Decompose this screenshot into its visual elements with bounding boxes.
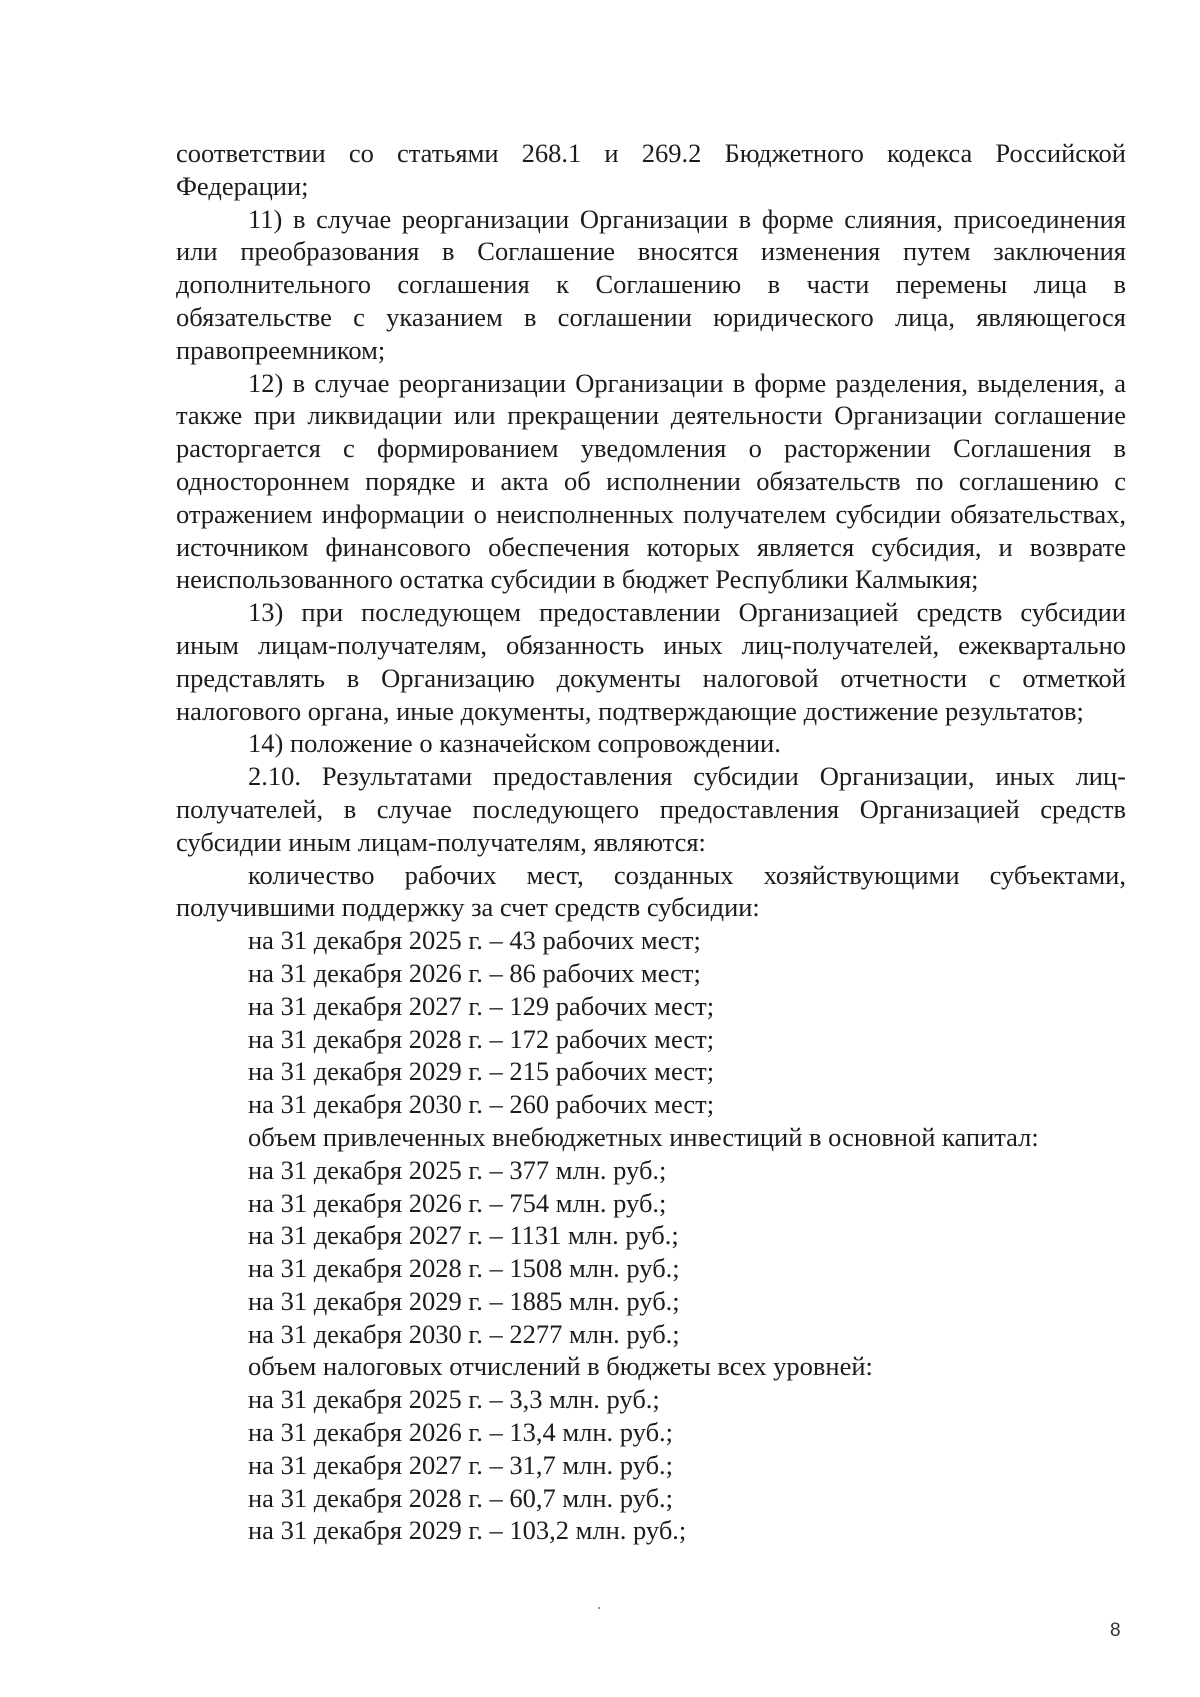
investments-line-2025: на 31 декабря 2025 г. – 377 млн. руб.; (248, 1154, 667, 1185)
investments-line-2028: на 31 декабря 2028 г. – 1508 млн. руб.; (248, 1253, 680, 1284)
investments-line-2030: на 31 декабря 2030 г. – 2277 млн. руб.; (248, 1318, 680, 1349)
paragraph-continuation: соответствии со статьями 268.1 и 269.2 Бюджетного кодекса Российской Федерации; (176, 138, 1126, 201)
taxes-line-2026: на 31 декабря 2026 г. – 13,4 млн. руб.; (248, 1417, 674, 1448)
paragraph-item-14: 14) положение о казначейском сопровождении. (248, 728, 781, 759)
paragraph-item-13: 13) при последующем предоставлении Организацией средств субсидии иным лицам-получателям, обязанность иных лиц-получателей, ежеквартально представлять в Организацию документы налоговой отчетности с отметкой налогового органа, иные документы, подтверждающие достижение результатов; (176, 597, 1126, 726)
taxes-line-2029: на 31 декабря 2029 г. – 103,2 млн. руб.; (248, 1515, 687, 1546)
jobs-line-2026: на 31 декабря 2026 г. – 86 рабочих мест; (248, 957, 701, 988)
document-page (176, 137, 1126, 1547)
taxes-line-2027: на 31 декабря 2027 г. – 31,7 млн. руб.; (248, 1449, 674, 1480)
investments-line-2029: на 31 декабря 2029 г. – 1885 млн. руб.; (248, 1285, 680, 1316)
paragraph-section-2-10: 2.10. Результатами предоставления субсидии Организации, иных лиц-получателей, в случае последующего предоставления Организацией средств субсидии иным лицам-получателям, являются: (176, 761, 1126, 857)
page-number: 8 (1110, 1620, 1121, 1641)
investments-heading: объем привлеченных внебюджетных инвестиций в основной капитал: (248, 1121, 1039, 1152)
paragraph-item-11: 11) в случае реорганизации Организации в форме слияния, присоединения или преобразования в Соглашение вносятся изменения путем заключения дополнительного соглашения к Соглашению в части перемены лица в обязательстве с указанием в соглашении юридического лица, являющегося правопреемником; (176, 203, 1126, 365)
taxes-heading: объем налоговых отчислений в бюджеты всех уровней: (248, 1351, 873, 1382)
scan-speck (598, 1607, 600, 1609)
jobs-line-2027: на 31 декабря 2027 г. – 129 рабочих мест; (248, 990, 715, 1021)
jobs-line-2025: на 31 декабря 2025 г. – 43 рабочих мест; (248, 925, 701, 956)
jobs-line-2030: на 31 декабря 2030 г. – 260 рабочих мест; (248, 1089, 715, 1120)
paragraph-item-12: 12) в случае реорганизации Организации в форме разделения, выделения, а также при ликвидации или прекращении деятельности Организации соглашение расторгается с формированием уведомления о расторжении Соглашения в одностороннем порядке и акта об исполнении обязательств по соглашению с отражением информации о неисполненных получателем субсидии обязательствах, источником финансового обеспечения которых является субсидия, и возврате неиспользованного остатка субсидии в бюджет Республики Калмыкия; (176, 367, 1126, 595)
investments-line-2027: на 31 декабря 2027 г. – 1131 млн. руб.; (248, 1220, 679, 1251)
jobs-line-2028: на 31 декабря 2028 г. – 172 рабочих мест; (248, 1023, 715, 1054)
jobs-line-2029: на 31 декабря 2029 г. – 215 рабочих мест; (248, 1056, 715, 1087)
taxes-line-2025: на 31 декабря 2025 г. – 3,3 млн. руб.; (248, 1384, 660, 1415)
jobs-heading: количество рабочих мест, созданных хозяйствующими субъектами, получившими поддержку за счет средств субсидии: (176, 859, 1126, 923)
investments-line-2026: на 31 декабря 2026 г. – 754 млн. руб.; (248, 1187, 667, 1218)
taxes-line-2028: на 31 декабря 2028 г. – 60,7 млн. руб.; (248, 1482, 674, 1513)
